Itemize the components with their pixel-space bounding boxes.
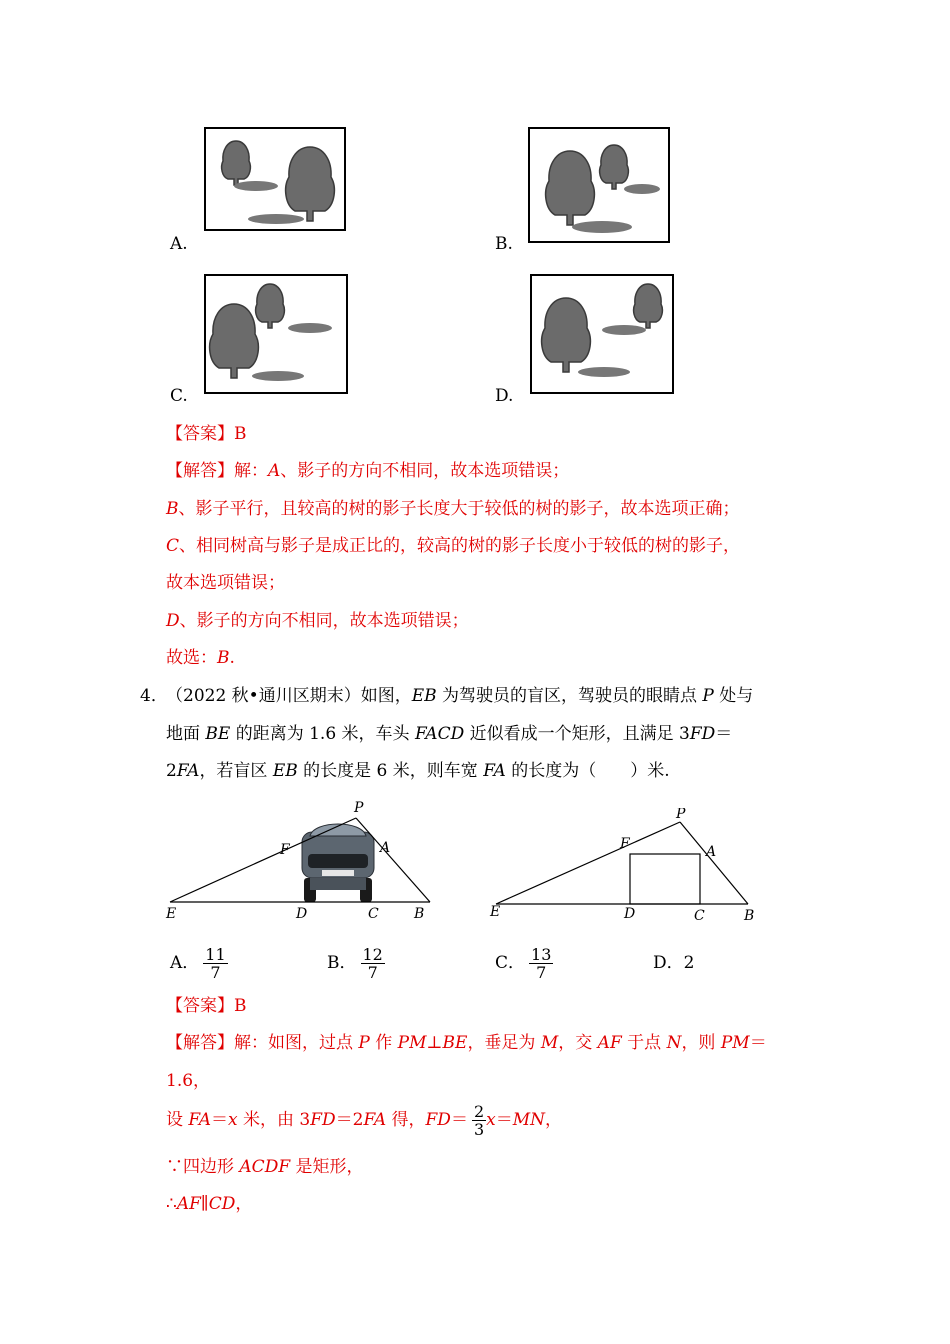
option-a-label: A. <box>170 234 188 254</box>
q3-answer: 【答案】B <box>166 424 247 444</box>
q3-solution-line-4: 故本选项错误； <box>166 573 285 593</box>
q4-geo-label-b: B <box>744 908 755 924</box>
q4-geo-label-f: F <box>620 836 630 852</box>
q4-stem-line-1: （2022 秋•通川区期末）如图，EB 为驾驶员的盲区，驾驶员的眼睛点 P 处与 <box>166 686 754 706</box>
q3-solution-line-1: 【解答】解：A、影子的方向不相同，故本选项错误； <box>166 461 570 481</box>
q4-geo-label-a: A <box>706 844 717 860</box>
q4-geo-label-e: E <box>490 904 501 920</box>
q3-solution-line-5: D、影子的方向不相同，故本选项错误； <box>166 611 469 631</box>
option-b-picture <box>528 127 670 243</box>
q4-stem-line-3: 2FA，若盲区 EB 的长度是 6 米，则车宽 FA 的长度为（ ）米. <box>166 761 670 781</box>
q4-number: 4． <box>140 686 168 706</box>
q4-car-label-p: P <box>354 800 364 816</box>
q4-solution-line-4: ∵四边形 ACDF 是矩形， <box>166 1157 364 1177</box>
q4-car-label-f: F <box>280 842 290 858</box>
option-c-label: C. <box>170 386 188 406</box>
q4-geo-label-c: C <box>694 908 705 924</box>
option-a-picture <box>204 127 346 231</box>
q4-geo-label-d: D <box>624 906 636 922</box>
q4-choice-c: C． $\frac{13}{7}$ <box>495 945 552 982</box>
q4-solution-line-2: 1.6， <box>166 1071 211 1091</box>
q4-car-label-c: C <box>368 906 379 922</box>
option-c-picture <box>204 274 348 394</box>
q4-car-label-d: D <box>296 906 308 922</box>
option-b-label: B. <box>495 234 513 254</box>
q4-car-label-e: E <box>166 906 177 922</box>
q4-choice-b: B． $\frac{12}{7}$ <box>327 945 383 982</box>
q4-choice-d: D．2 <box>653 953 695 973</box>
q3-solution-line-2: B、影子平行，且较高的树的影子长度大于较低的树的影子，故本选项正确； <box>166 499 740 519</box>
q4-geo-label-p: P <box>676 808 686 822</box>
q4-car-label-b: B <box>414 906 425 922</box>
q4-car-figure <box>160 798 440 924</box>
option-d-picture <box>530 274 674 394</box>
q3-solution-line-6: 故选：B. <box>166 648 235 668</box>
q4-solution-line-3: 设 FA＝x 米，由 3FD＝2FA 得，FD＝ $\frac{2}{3}$ x＝MN， <box>166 1102 563 1139</box>
q4-solution-line-5: ∴AF∥CD， <box>166 1194 253 1214</box>
q4-stem-line-2: 地面 BE 的距离为 1.6 米，车头 FACD 近似看成一个矩形，且满足 3FD＝ <box>166 724 733 744</box>
option-d-label: D. <box>495 386 514 406</box>
q4-geometry-figure <box>484 808 764 926</box>
q3-solution-line-3: C、相同树高与影子是成正比的，较高的树的影子长度小于较低的树的影子， <box>166 536 741 556</box>
q4-car-label-a: A <box>380 840 391 856</box>
q4-answer: 【答案】B <box>166 996 247 1016</box>
q4-choice-a: A． $\frac{11}{7}$ <box>170 945 226 982</box>
q4-solution-line-1: 【解答】解：如图，过点 P 作 PM⊥BE，垂足为 M，交 AF 于点 N，则 PM＝ <box>166 1033 767 1053</box>
